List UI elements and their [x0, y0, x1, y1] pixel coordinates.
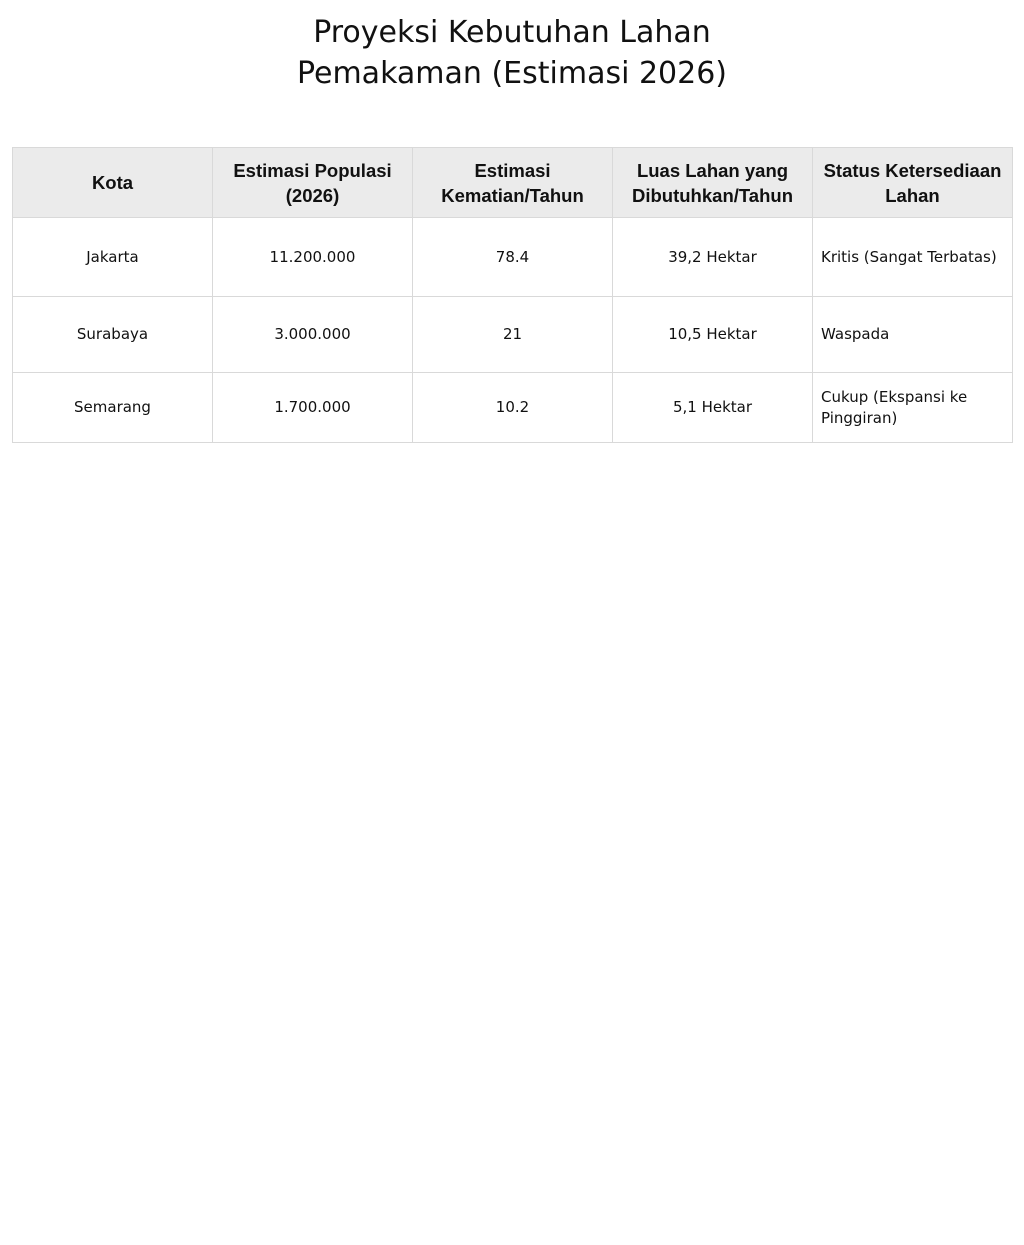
- cell-populasi: 11.200.000: [213, 218, 413, 297]
- cell-populasi: 3.000.000: [213, 297, 413, 373]
- table-row: [13, 297, 1013, 373]
- page-title-line-1: Proyeksi Kebutuhan Lahan: [313, 15, 711, 50]
- cell-status: Kritis (Sangat Terbatas): [813, 218, 1013, 297]
- cell-kota: Surabaya: [13, 297, 213, 373]
- cell-populasi: 1.700.000: [213, 373, 413, 443]
- page-title: [0, 12, 1024, 94]
- land-projection-table: [12, 147, 1013, 443]
- cell-kota: Semarang: [13, 373, 213, 443]
- table-header-row: [13, 148, 1013, 218]
- page-title-line-2: Pemakaman (Estimasi 2026): [296, 56, 728, 91]
- table-row: [13, 373, 1013, 443]
- column-header-status: Status Ketersediaan Lahan: [813, 148, 1013, 218]
- column-header-kematian: Estimasi Kematian/Tahun: [413, 148, 613, 218]
- cell-status: Cukup (Ekspansi ke Pinggiran): [813, 373, 1013, 443]
- column-header-luas-lahan: Luas Lahan yang Dibutuhkan/Tahun: [613, 148, 813, 218]
- table-row: [13, 218, 1013, 297]
- cell-kematian: 78.4: [413, 218, 613, 297]
- cell-luas-lahan: 5,1 Hektar: [613, 373, 813, 443]
- cell-status: Waspada: [813, 297, 1013, 373]
- column-header-kota: Kota: [13, 148, 213, 218]
- cell-luas-lahan: 39,2 Hektar: [613, 218, 813, 297]
- cell-kematian: 10.2: [413, 373, 613, 443]
- cell-kota: Jakarta: [13, 218, 213, 297]
- column-header-populasi: Estimasi Populasi (2026): [213, 148, 413, 218]
- cell-kematian: 21: [413, 297, 613, 373]
- cell-luas-lahan: 10,5 Hektar: [613, 297, 813, 373]
